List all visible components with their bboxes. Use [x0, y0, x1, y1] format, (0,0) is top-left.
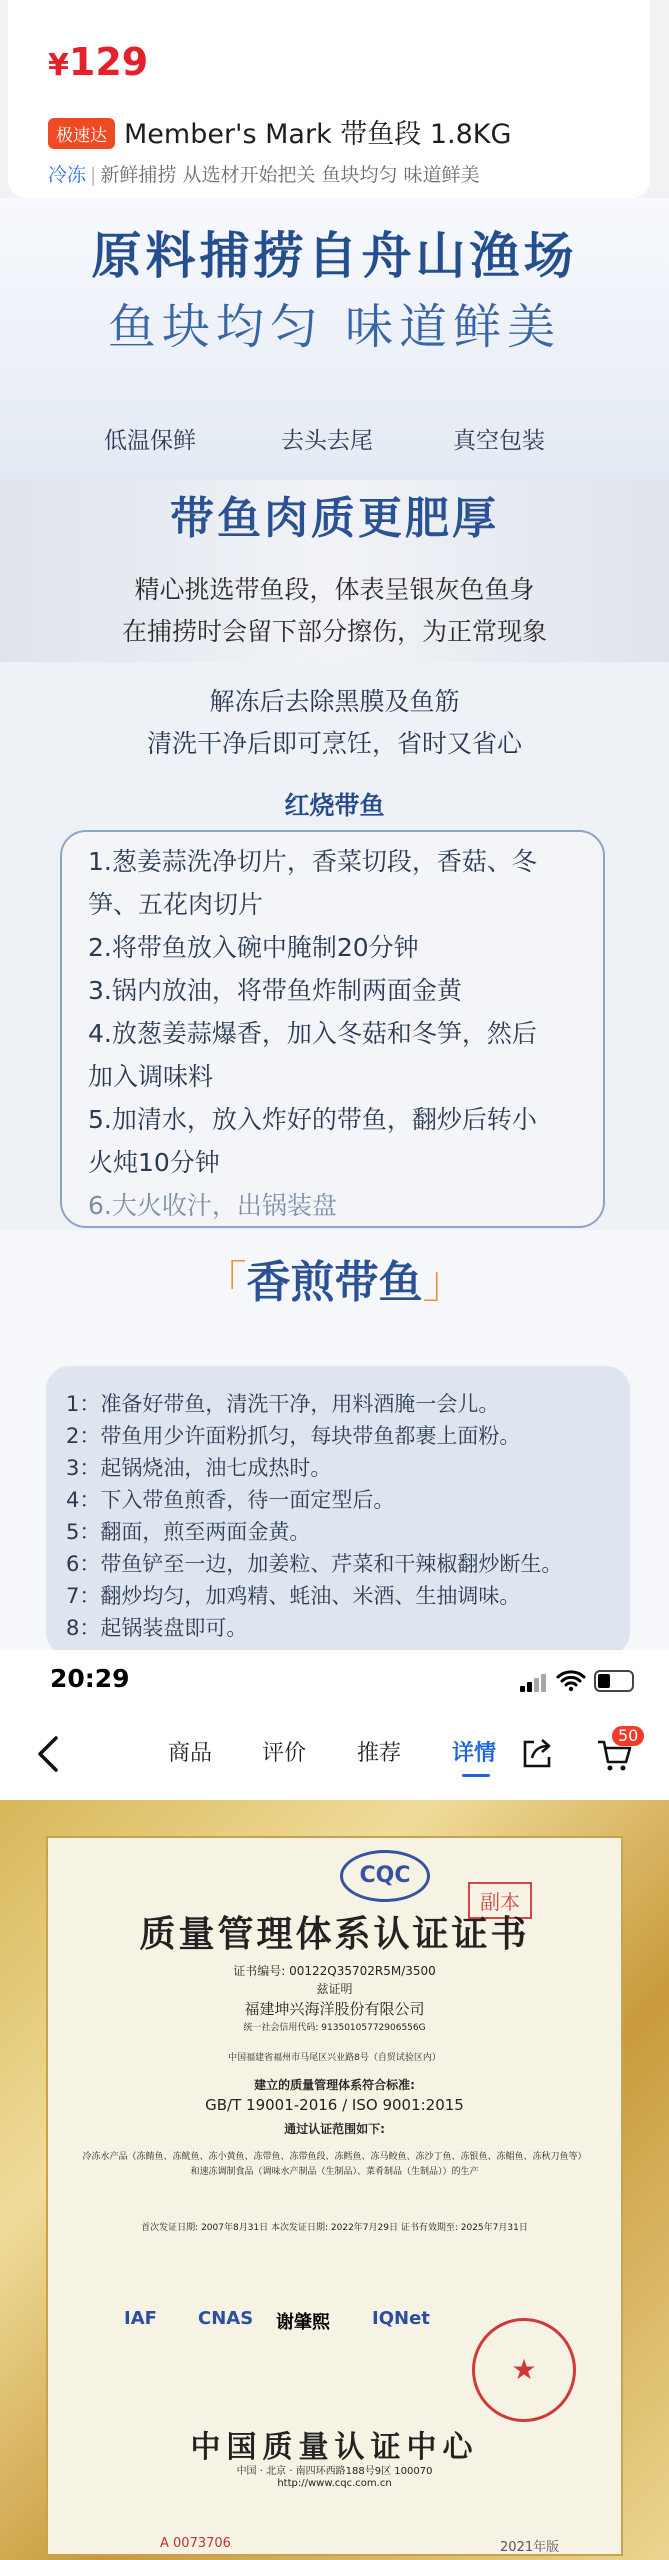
hero-subtitle: 鱼块均匀 味道鲜美: [107, 299, 562, 355]
scope-label: 通过认证范围如下:: [284, 2122, 385, 2136]
tab-details[interactable]: 详情: [452, 1741, 497, 1766]
meat-quality-section: [0, 480, 669, 662]
braised-step: 5.加清水，放入炸好的带鱼，翻炒后转小: [88, 1105, 537, 1134]
center-address: 中国 · 北京 · 南四环西路188号9区 100070: [236, 2466, 433, 2477]
tab-product[interactable]: 商品: [168, 1741, 213, 1766]
cnas-logo: CNAS: [198, 2308, 254, 2329]
certificate-confirm: 兹证明: [316, 1982, 353, 1996]
certificate-title: 质量管理体系认证证书: [139, 1913, 530, 1955]
bracket-right: 」: [422, 1257, 467, 1308]
certificate-number: 证书编号: 00122Q35702R5M/3500: [233, 1964, 436, 1978]
official-seal: ★: [472, 2318, 576, 2422]
iqnet-logo: IQNet: [372, 2308, 430, 2329]
braised-step: 火炖10分钟: [88, 1148, 220, 1177]
cqc-logo: CQC: [340, 1850, 430, 1902]
braised-step: 3.锅内放油，将带鱼炸制两面金黄: [88, 976, 462, 1005]
tag-separator: |: [90, 164, 97, 186]
feature-low-temp: 低温保鲜: [104, 428, 196, 454]
fried-step: 2：带鱼用少许面粉抓匀，每块带鱼都裹上面粉。: [66, 1424, 521, 1448]
issue-dates: 首次发证日期: 2007年8月31日 本次发证日期: 2022年7月29日 证书有效期至: 2025年7月31日: [141, 2223, 528, 2233]
price-value: 129: [68, 40, 149, 84]
serial-number: A 0073706: [160, 2536, 231, 2551]
thaw-recipe-section: [0, 662, 669, 1230]
braised-step: 笋、五花肉切片: [88, 890, 264, 919]
frozen-tag: 冷冻: [48, 164, 87, 186]
price-card: [8, 0, 650, 198]
braised-step: 2.将带鱼放入碗中腌制20分钟: [88, 933, 419, 962]
braised-step: 1.葱姜蒜洗净切片，香菜切段，香菇、冬: [88, 847, 537, 876]
thaw-line-2: 清洗干净后即可烹饪，省时又省心: [146, 729, 522, 758]
standard-value: GB/T 19001-2016 / ISO 9001:2015: [205, 2096, 464, 2114]
fried-heading: [0, 1246, 669, 1310]
clock: 20:29: [50, 1664, 130, 1693]
copy-stamp: 副本: [468, 1882, 532, 1919]
standard-label: 建立的质量管理体系符合标准:: [254, 2078, 415, 2092]
thaw-line-1: 解冻后去除黑膜及鱼筋: [209, 687, 460, 716]
fried-step: 4：下入带鱼煎香，待一面定型后。: [66, 1488, 395, 1512]
meat-title: 带鱼肉质更肥厚: [170, 493, 499, 544]
price-section: [0, 0, 669, 198]
certificate-image: [0, 1800, 669, 2560]
fried-recipe-section: [0, 1230, 669, 1650]
center-url: http://www.cqc.com.cn: [277, 2478, 392, 2489]
scope-text: 冷冻水产品（冻鲭鱼、冻鱿鱼、冻小黄鱼、冻带鱼、冻带鱼段、冻鳕鱼、冻马鲛鱼、冻沙丁鱼、冻银鱼、冻鲳鱼、冻秋刀鱼等）和速冻调制食品（调味水产制品（生制品）、菜肴制品（生制品））的生产: [82, 2152, 587, 2177]
feature-vacuum-pack: 真空包装: [453, 428, 545, 454]
express-badge: 极速达: [48, 118, 115, 149]
fried-step: 6：带鱼铲至一边，加姜粒、芹菜和干辣椒翻炒断生。: [66, 1552, 563, 1576]
signal-icon: [520, 1672, 548, 1692]
hero-banner: [0, 198, 669, 480]
meat-line-2: 在捕捞时会留下部分擦伤，为正常现象: [121, 617, 547, 646]
top-nav-bar: [0, 1712, 669, 1800]
braised-step: 6.大火收汁，出锅装盘: [88, 1191, 337, 1220]
currency-symbol: ¥: [48, 48, 69, 83]
braised-heading: 红烧带鱼: [284, 791, 385, 820]
credit-code: 统一社会信用代码: 91350105772906556G: [243, 2023, 426, 2033]
braised-step: 4.放葱姜蒜爆香，加入冬菇和冬笋，然后: [88, 1019, 537, 1048]
active-tab-indicator: [462, 1774, 490, 1777]
certification-center: 中国质量认证中心: [190, 2430, 479, 2465]
back-arrow-icon[interactable]: [36, 1734, 60, 1774]
tab-reviews[interactable]: 评价: [262, 1741, 307, 1766]
price: [48, 40, 148, 84]
company-address: 中国福建省福州市马尾区兴业路8号（自贸试验区内）: [228, 2053, 441, 2063]
cart-count-badge: 50: [612, 1726, 644, 1746]
fried-step: 3：起锅烧油，油七成热时。: [66, 1456, 332, 1480]
meat-line-1: 精心挑选带鱼段，体表呈银灰色鱼身: [134, 575, 535, 604]
tag-text: 新鲜捕捞 从选材开始把关 鱼块均匀 味道鲜美: [100, 164, 480, 186]
hero-title: 原料捕捞自舟山渔场: [91, 227, 578, 285]
fried-step: 7：翻炒均匀，加鸡精、蚝油、米酒、生抽调味。: [66, 1584, 521, 1608]
wifi-icon: [556, 1668, 586, 1692]
fried-step: 5：翻面，煎至两面金黄。: [66, 1520, 311, 1544]
product-tags: [48, 160, 480, 187]
edition-year: 2021年版: [500, 2540, 560, 2555]
battery-icon: [594, 1670, 634, 1692]
signature: 谢肇熙: [276, 2312, 330, 2333]
braised-step: 加入调味料: [88, 1062, 214, 1091]
bracket-left: 「: [202, 1257, 247, 1308]
product-title: Member's Mark 带鱼段 1.8KG: [124, 119, 512, 150]
fried-step: 1：准备好带鱼，清洗干净，用料酒腌一会儿。: [66, 1392, 500, 1416]
company-name: 福建坤兴海洋股份有限公司: [244, 2000, 425, 2018]
iaf-logo: IAF: [124, 2308, 157, 2329]
fried-step: 8：起锅装盘即可。: [66, 1616, 248, 1640]
fried-title: 香煎带鱼: [246, 1257, 423, 1308]
feature-head-tail-removed: 去头去尾: [281, 428, 373, 454]
share-icon[interactable]: [520, 1736, 554, 1770]
tab-recommend[interactable]: 推荐: [357, 1741, 402, 1766]
status-bar: [0, 1650, 669, 1712]
